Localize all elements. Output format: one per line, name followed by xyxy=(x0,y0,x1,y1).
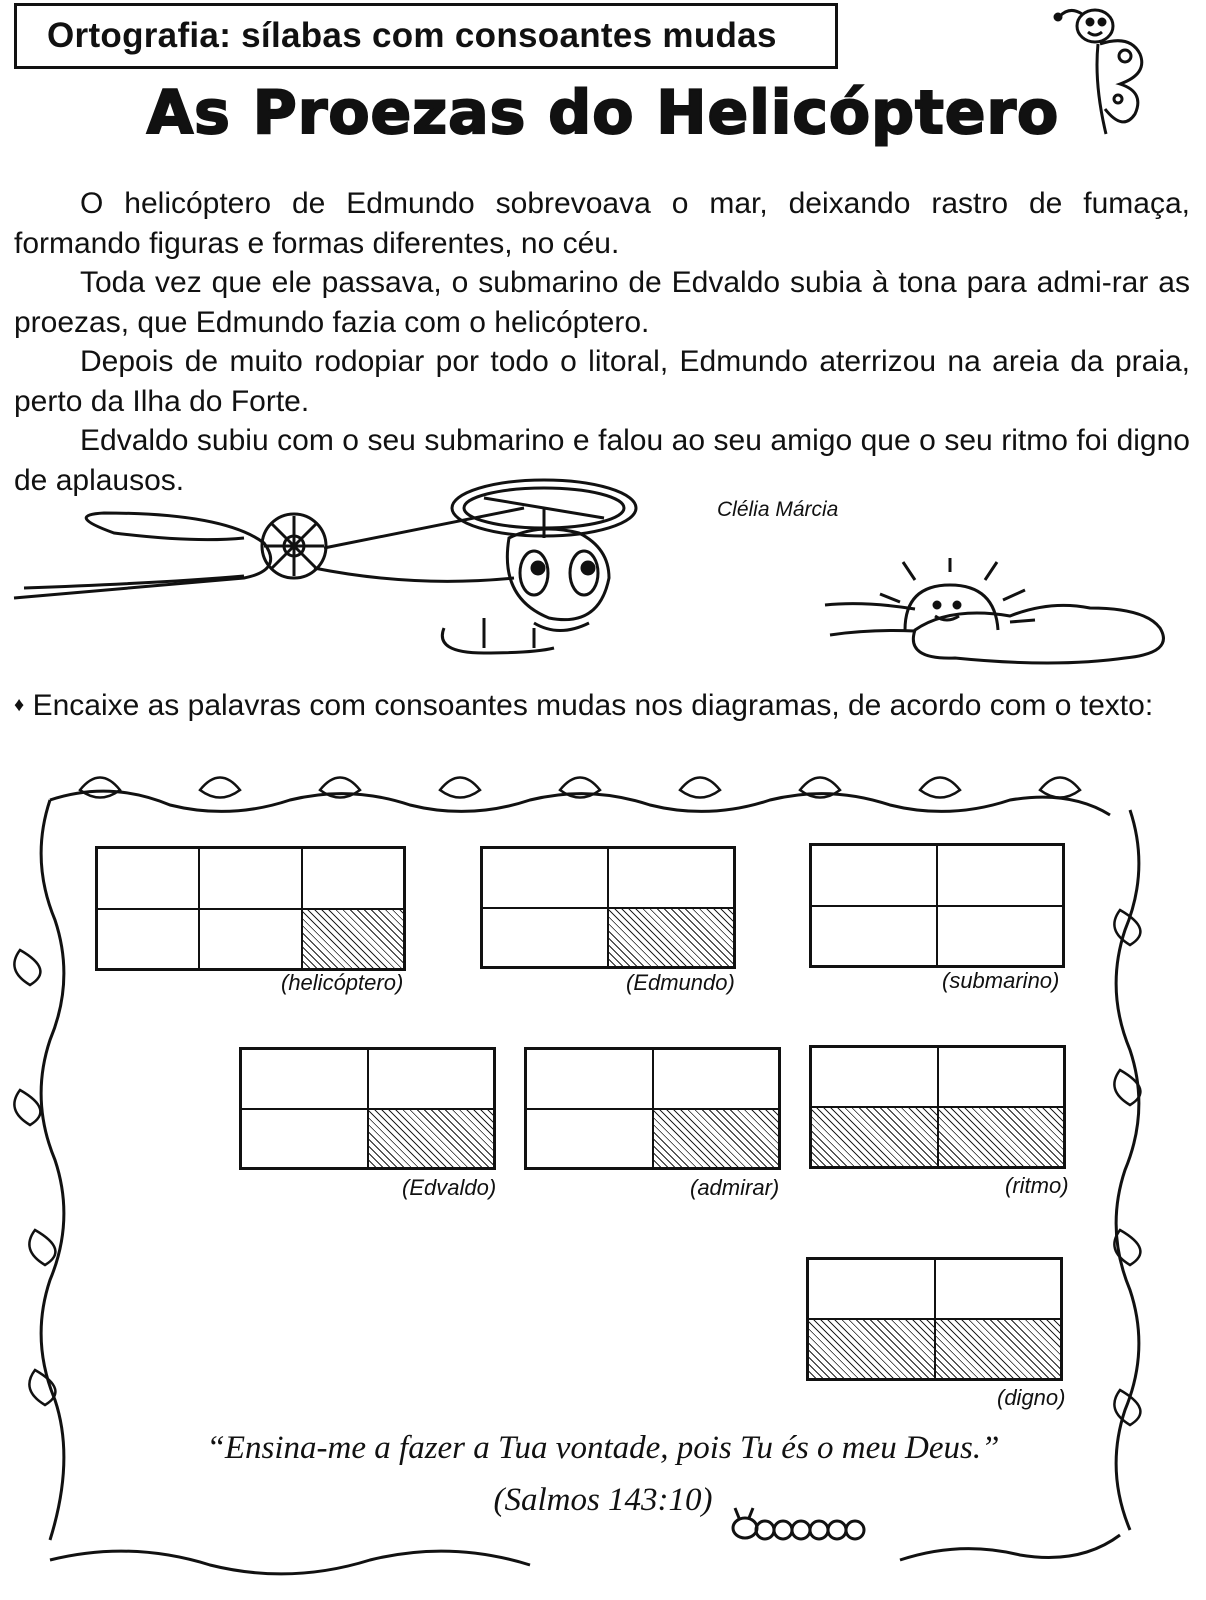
caterpillar-icon xyxy=(725,1500,885,1545)
diagram-edvaldo xyxy=(239,1047,496,1170)
diagram-submarino xyxy=(809,843,1065,968)
worksheet-title: As Proezas do Helicóptero xyxy=(146,78,1060,148)
answer-cell[interactable] xyxy=(482,848,608,908)
answer-cell[interactable] xyxy=(935,1259,1062,1319)
shaded-cell xyxy=(808,1319,935,1379)
answer-cell[interactable] xyxy=(482,908,608,968)
story-paragraph: Depois de muito rodopiar por todo o litoral, Edmundo aterrizou na areia da praia, perto da Ilha do Forte. xyxy=(14,345,1190,418)
shaded-cell xyxy=(302,909,404,970)
shaded-cell xyxy=(938,1107,1065,1167)
answer-cell[interactable] xyxy=(608,848,734,908)
author-credit: Clélia Márcia xyxy=(717,498,839,521)
answer-cell[interactable] xyxy=(97,909,199,970)
bible-quote: “Ensina-me a fazer a Tua vontade, pois Tu és o meu Deus.” xyxy=(206,1430,1000,1466)
diagram-label: (Edvaldo) xyxy=(402,1175,497,1200)
diagram-label: (digno) xyxy=(997,1385,1066,1410)
story-paragraph: Toda vez que ele passava, o submarino de Edvaldo subia à tona para admi-rar as proezas, que Edmundo fazia com o helicóptero. xyxy=(14,266,1190,339)
shaded-cell xyxy=(653,1109,780,1169)
answer-cell[interactable] xyxy=(199,909,301,970)
answer-cell[interactable] xyxy=(199,848,301,909)
answer-cell[interactable] xyxy=(811,906,937,967)
exercise-instruction xyxy=(14,685,1190,726)
answer-cell[interactable] xyxy=(526,1109,653,1169)
diagram-label: (admirar) xyxy=(690,1175,780,1200)
answer-cell[interactable] xyxy=(302,848,404,909)
answer-cell[interactable] xyxy=(938,1047,1065,1107)
shaded-cell xyxy=(368,1109,495,1169)
answer-cell[interactable] xyxy=(97,848,199,909)
helicopter-icon xyxy=(14,468,654,668)
answer-cell[interactable] xyxy=(937,906,1063,967)
answer-cell[interactable] xyxy=(368,1049,495,1109)
answer-cell[interactable] xyxy=(937,845,1063,906)
diagram-label: (helicóptero) xyxy=(281,970,404,995)
answer-cell[interactable] xyxy=(241,1109,368,1169)
answer-cell[interactable] xyxy=(241,1049,368,1109)
diagram-edmundo xyxy=(480,846,736,969)
answer-cell[interactable] xyxy=(808,1259,935,1319)
diamond-bullet-icon: ♦ xyxy=(14,694,25,716)
answer-cell[interactable] xyxy=(526,1049,653,1109)
shaded-cell xyxy=(935,1319,1062,1379)
cloud-icon xyxy=(825,600,1170,670)
story-paragraph: Edvaldo subiu com o seu submarino e falou ao seu amigo que o seu ritmo foi digno de aplausos. xyxy=(14,424,1190,497)
story-text xyxy=(14,184,1190,500)
answer-cell[interactable] xyxy=(653,1049,780,1109)
subject-box xyxy=(14,3,838,69)
answer-cell[interactable] xyxy=(811,845,937,906)
shaded-cell xyxy=(608,908,734,968)
diagram-label: (submarino) xyxy=(942,968,1060,993)
instruction-text: Encaixe as palavras com consoantes mudas nos diagramas, de acordo com o texto: xyxy=(32,689,1154,722)
diagram-ritmo xyxy=(809,1045,1066,1169)
bible-reference: (Salmos 143:10) xyxy=(493,1482,713,1518)
diagram-label: (Edmundo) xyxy=(626,970,735,995)
subject-title: Ortografia: sílabas com consoantes mudas xyxy=(47,16,777,55)
shaded-cell xyxy=(811,1107,938,1167)
story-paragraph: O helicóptero de Edmundo sobrevoava o mar, deixando rastro de fumaça, formando figuras e formas diferentes, no céu. xyxy=(14,187,1190,260)
diagram-digno xyxy=(806,1257,1063,1381)
diagram-admirar xyxy=(524,1047,781,1170)
diagram-helicoptero xyxy=(95,846,406,971)
answer-cell[interactable] xyxy=(811,1047,938,1107)
diagram-label: (ritmo) xyxy=(1005,1173,1069,1198)
